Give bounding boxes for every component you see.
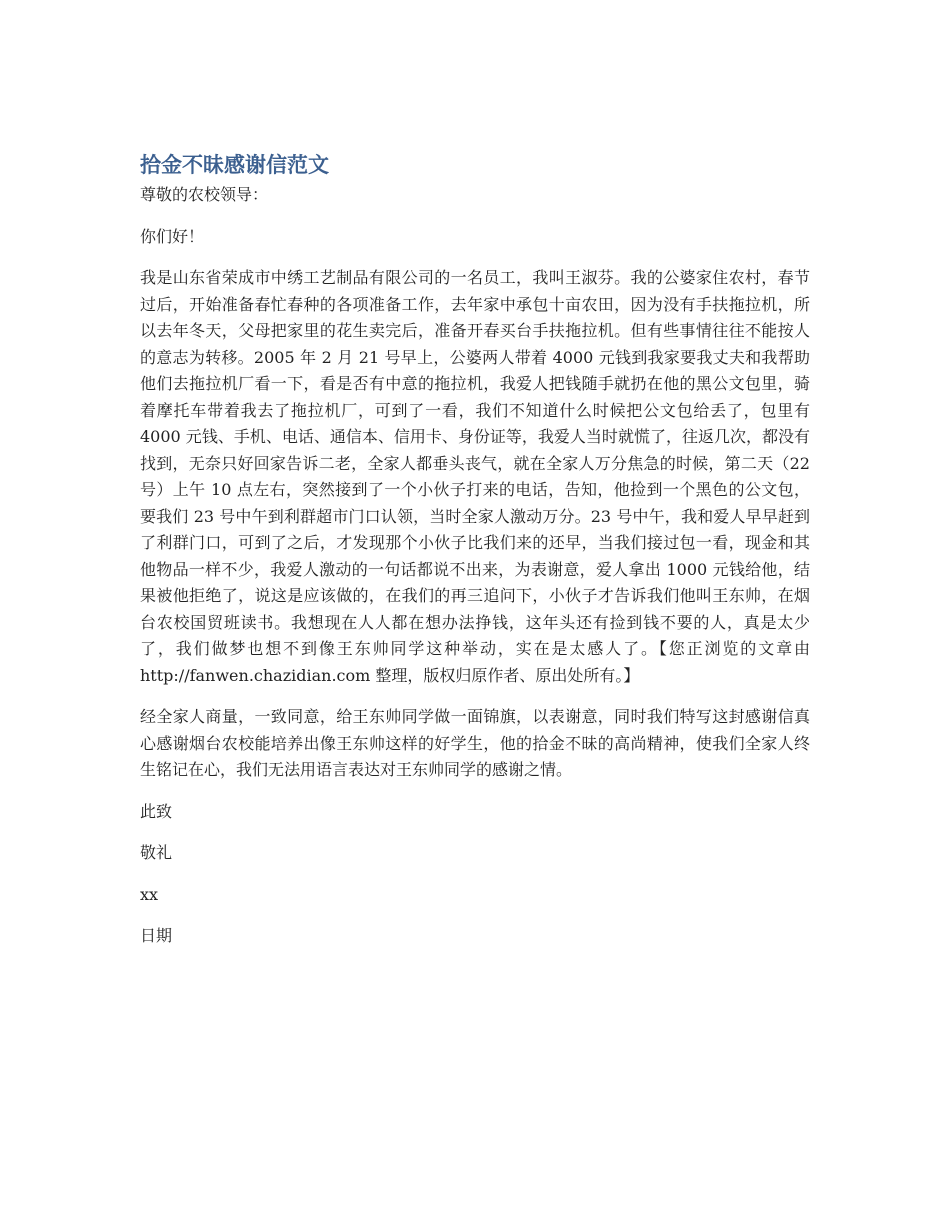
salutation: 尊敬的农校领导： <box>140 185 269 204</box>
document-page <box>140 150 810 965</box>
signature-date: 日期 <box>140 926 173 945</box>
body-paragraph: 我是山东省荣成市中绣工艺制品有限公司的一名员工，我叫王淑芬。我的公婆家住农村，春节过后，开始准备春忙春种的各项准备工作，去年家中承包十亩农田，因为没有手扶拖拉机，所以去年冬天，父母把家里的花生卖完后，准备开春买台手扶拖拉机。但有些事情往往不能按人的意志为转移。2005 年 2 月 21 号早上，公婆两人带着 4000 元钱到我家要我丈夫和我帮助他们去拖拉机厂看一下，看是否有中意的拖拉机，我爱人把钱随手就扔在他的黑公文包里，骑着摩托车带着我去了拖拉机厂，可到了一看，我们不知道什么时候把公文包给丢了，包里有 4000 元钱、手机、电话、通信本、信用卡、身份证等，我爱人当时就慌了，往返几次，都没有找到，无奈只好回家告诉二老，全家人都垂头丧气，就在全家人万分焦急的时候，第二天（22 号）上午 10 点左右，突然接到了一个小伙子打来的电话，告知，他捡到一个黑色的公文包，要我们 23 号中午到利群超市门口认领，当时全家人激动万分。23 号中午，我和爱人早早赶到了利群门口，可到了之后，才发现那个小伙子比我们来的还早，当我们接过包一看，现金和其他物品一样不少，我爱人激动的一句话都说不出来，为表谢意，爱人拿出 1000 元钱给他，结果被他拒绝了，说这是应该做的，在我们的再三追问下，小伙子才告诉我们他叫王东帅，在烟台农校国贸班读书。我想现在人人都在想办法挣钱，这年头还有捡到钱不要的人，真是太少了，我们做梦也想不到像王东帅同学这种举动，实在是太感人了。【您正浏览的文章由 http://fanwen.chazidian.com 整理，版权归原作者、原出处所有。】 <box>140 268 810 685</box>
closing-line: 此致 <box>140 801 173 821</box>
document-title: 拾金不昧感谢信范文 <box>140 153 329 177</box>
signature-name: xx <box>140 884 159 904</box>
greeting: 你们好！ <box>140 226 205 246</box>
closing-regards: 敬礼 <box>140 843 173 862</box>
body-paragraph: 经全家人商量，一致同意，给王东帅同学做一面锦旗，以表谢意，同时我们特写这封感谢信真心感谢烟台农校能培养出像王东帅这样的好学生，他的拾金不昧的高尚精神，使我们全家人终生铭记在心，我们无法用语言表达对王东帅同学的感谢之情。 <box>140 707 810 779</box>
